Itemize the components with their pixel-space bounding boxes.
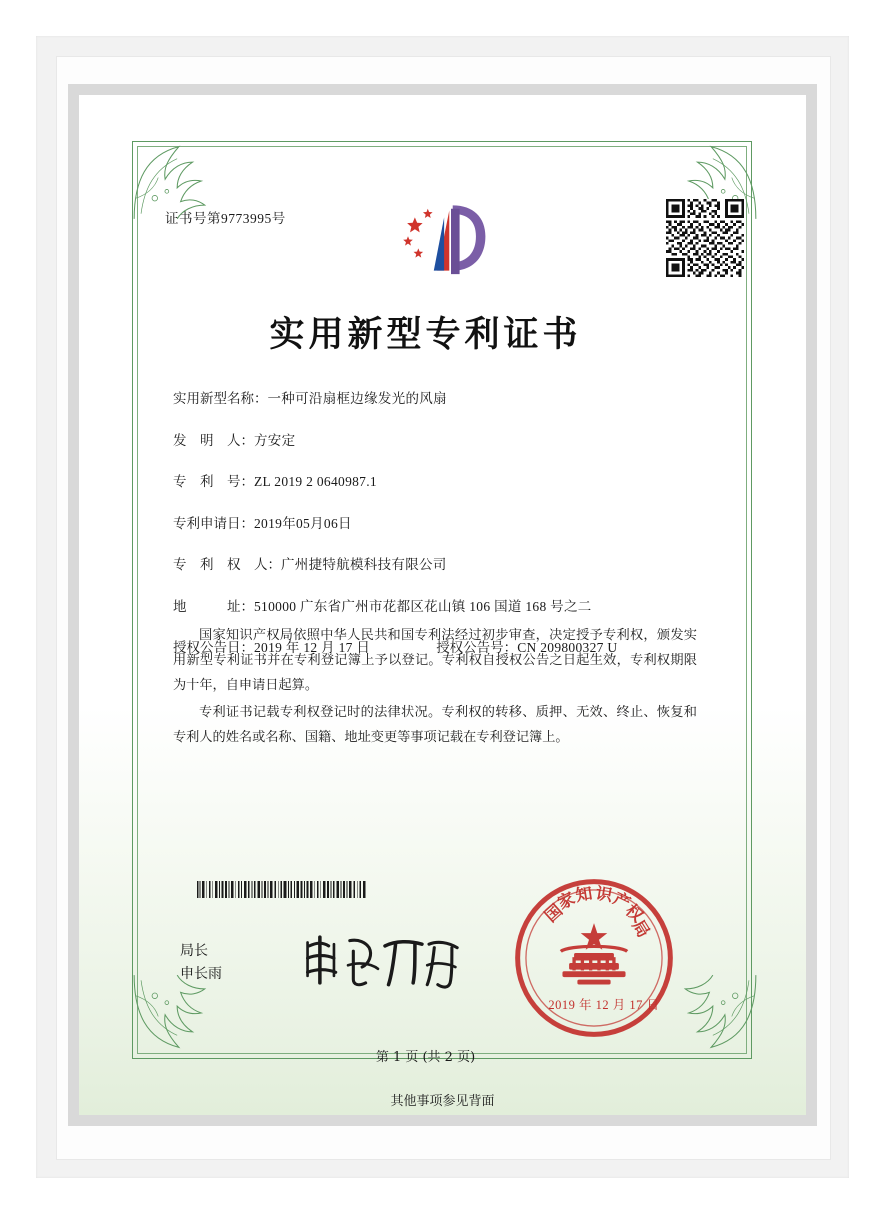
seal-date: 2019 年 12 月 17 日 — [548, 998, 660, 1012]
official-seal-icon — [511, 875, 677, 1041]
field-row-inventor — [173, 429, 693, 449]
signature-name: 申长雨 — [180, 966, 222, 982]
handwritten-signature-icon — [297, 923, 473, 997]
field-value: 方安定 — [254, 432, 296, 448]
field-row-patentee — [173, 553, 693, 573]
svg-text:知: 知 — [574, 882, 594, 906]
certificate-paper — [79, 95, 806, 1115]
back-side-note: 其他事项参见背面 — [390, 1094, 495, 1109]
field-row-utility-model-name — [173, 387, 693, 407]
svg-text:产: 产 — [610, 887, 634, 914]
paragraph-registry-statement: 专利证书记载专利权登记时的法律状况。专利权的转移、质押、无效、终止、恢复和专利人的姓名或名称、国籍、地址变更等事项记载在专利登记簿上。 — [173, 705, 697, 745]
field-value: 510000 广东省广州市花都区花山镇 106 国道 168 号之二 — [254, 598, 592, 614]
certificate-number: 证书号第9773995号 — [165, 211, 286, 226]
field-label: 实用新型名称： — [173, 391, 268, 407]
barcode — [184, 881, 380, 898]
field-row-address — [173, 595, 693, 615]
field-row-application-date — [173, 512, 693, 532]
field-value: 2019年05月06日 — [254, 515, 352, 531]
field-row-patent-number — [173, 470, 693, 490]
svg-text:家: 家 — [554, 887, 578, 914]
svg-text:识: 识 — [594, 882, 614, 906]
paragraph-grant-statement: 国家知识产权局依照中华人民共和国专利法经过初步审查，决定授予专利权，颁发实用新型专利证书并在专利登记簿上予以登记。专利权自授权公告之日起生效，专利权期限为十年，自申请日起算。 — [173, 628, 697, 693]
page-indicator: 第 1 页 (共 2 页) — [375, 1050, 476, 1065]
field-label: 专利申请日： — [173, 515, 254, 532]
grant-date-label: 授权公告日： — [173, 640, 254, 656]
grant-number-value: CN 209800327 U — [517, 640, 618, 655]
field-value: 广州捷特航模科技有限公司 — [281, 557, 447, 572]
field-value: ZL 2019 2 0640987.1 — [254, 474, 377, 489]
corner-ornament-icon — [675, 970, 761, 1056]
page-title: 实用新型专利证书 — [269, 314, 582, 355]
svg-text:国: 国 — [540, 899, 567, 926]
svg-text:权: 权 — [621, 899, 648, 926]
signature-role: 局长 — [180, 943, 208, 959]
svg-text:局: 局 — [628, 916, 655, 941]
cnipa-logo-icon — [399, 195, 503, 281]
field-value: 一种可沿扇框边缘发光的风扇 — [267, 391, 447, 406]
certificate-body-text — [173, 623, 697, 752]
field-label: 专 利 权 人： — [173, 557, 281, 573]
grant-number-label: 授权公告号： — [436, 640, 518, 656]
field-label: 地 址： — [173, 598, 254, 615]
field-label: 发 明 人： — [173, 432, 254, 449]
field-label: 专 利 号： — [173, 474, 254, 490]
qr-code — [666, 199, 744, 277]
grant-date-value: 2019 年 12 月 17 日 — [254, 640, 371, 655]
signature-block — [180, 940, 222, 986]
